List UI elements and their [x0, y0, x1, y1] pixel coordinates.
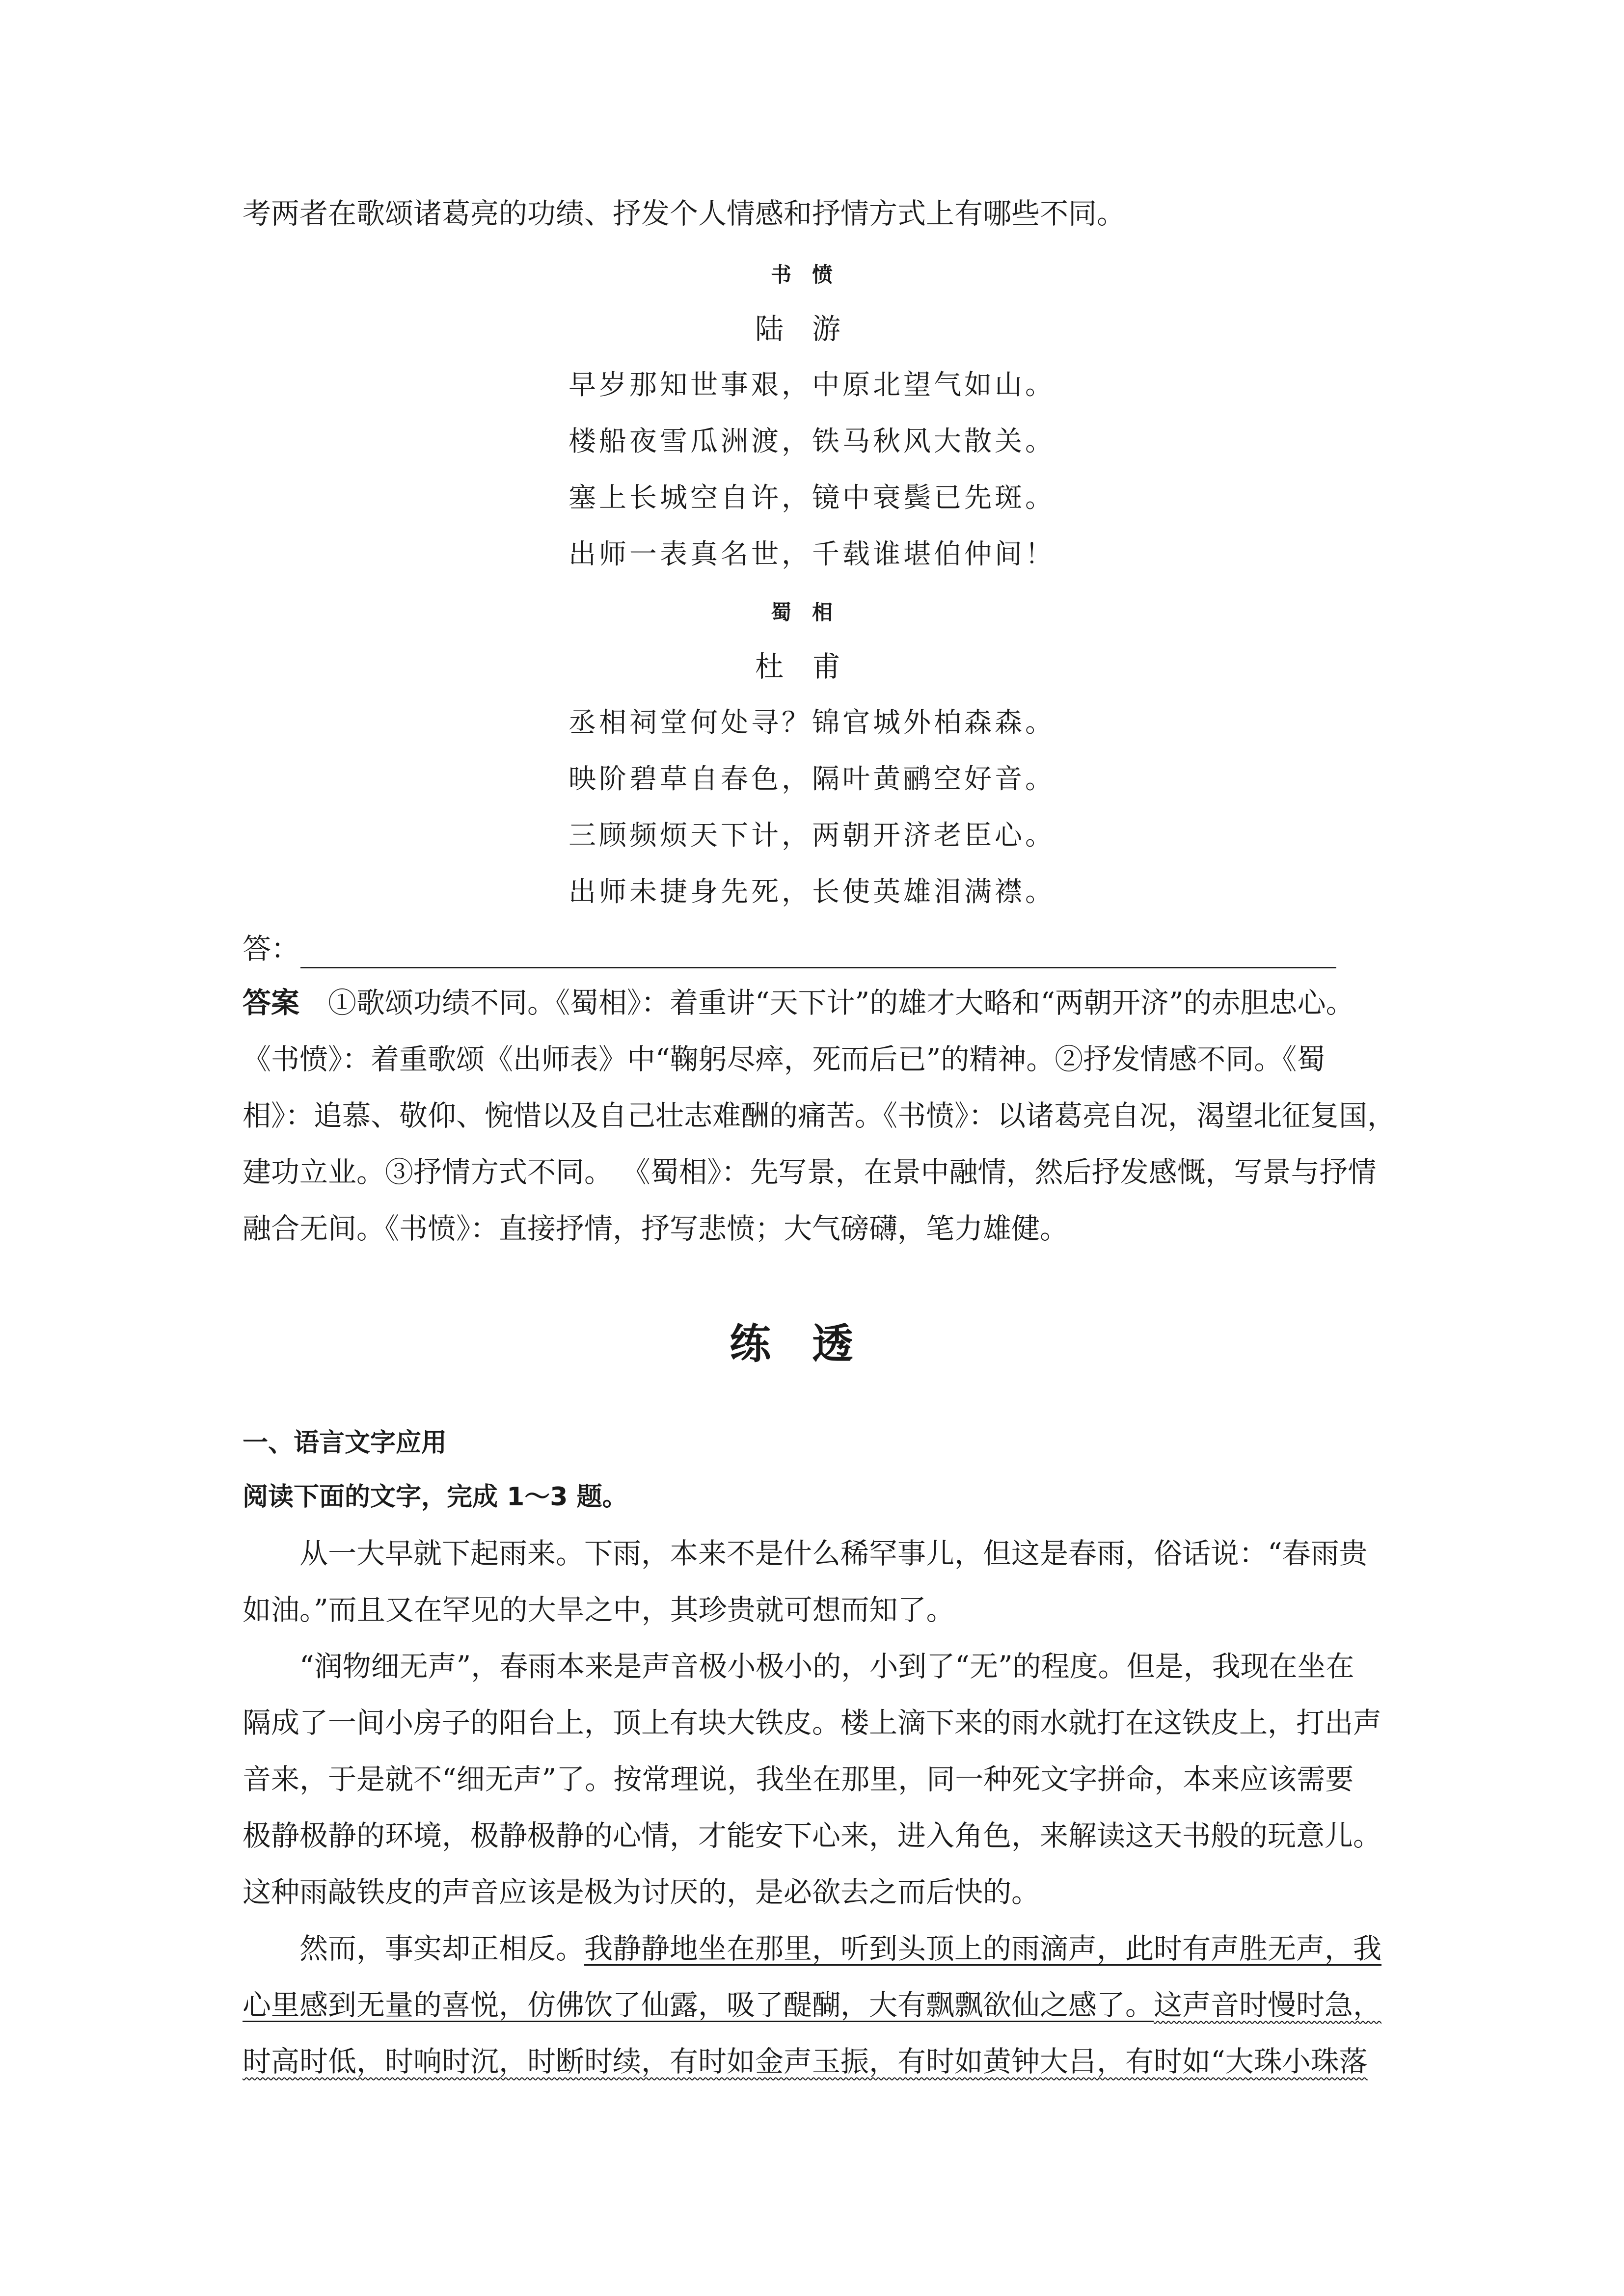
wavy-underlined-sentence: 时高时低，时响时沉，时断时续，有时如金声玉振，有时如黄钟大吕，有时如“大珠小珠落 — [243, 2045, 1368, 2078]
passage-text: 然而，事实却正相反。 — [243, 1932, 585, 1965]
reading-instruction: 阅读下面的文字，完成 1～3 题。 — [243, 1482, 628, 1512]
poem2-author: 杜甫 — [755, 650, 869, 683]
passage-p1-line: 从一大早就下起雨来。下雨，本来不是什么稀罕事儿，但这是春雨，俗话说：“春雨贵 — [243, 1537, 1368, 1570]
section-title: 练透 — [729, 1320, 894, 1368]
poem1-title: 书愤 — [770, 263, 853, 287]
underlined-sentence: 我静静地坐在那里，听到头顶上的雨滴声，此时有声胜无声，我 — [584, 1932, 1382, 1965]
poem1-author: 陆游 — [755, 312, 869, 346]
poem1-line: 出师一表真名世，千载谁堪伯仲间！ — [568, 538, 1056, 570]
answer-prompt: 答： — [243, 932, 300, 965]
part-heading: 一、语言文字应用 — [243, 1428, 447, 1458]
passage-p2-line: 极静极静的环境，极静极静的心情，才能安下心来，进入角色，来解读这天书般的玩意儿。 — [243, 1819, 1382, 1852]
passage-p2-line: 隔成了一间小房子的阳台上，顶上有块大铁皮。楼上滴下来的雨水就打在这铁皮上，打出声 — [243, 1706, 1382, 1739]
underlined-sentence: 心里感到无量的喜悦，仿佛饮了仙露，吸了醍醐，大有飘飘欲仙之感了。 — [243, 1988, 1154, 2022]
poem1-line: 塞上长城空自许，镜中衰鬓已先斑。 — [568, 482, 1056, 514]
passage-p2-line: 这种雨敲铁皮的声音应该是极为讨厌的，是必欲去之而后快的。 — [243, 1875, 1040, 1909]
poem2-title: 蜀相 — [770, 600, 853, 624]
passage-p2-line: 音来，于是就不“细无声”了。按常理说，我坐在那里，同一种死文字拼命，本来应该需要 — [243, 1762, 1354, 1796]
passage-p2-line: “润物细无声”，春雨本来是声音极小极小的，小到了“无”的程度。但是，我现在坐在 — [243, 1650, 1354, 1683]
poem1-line: 早岁那知世事艰，中原北望气如山。 — [568, 369, 1056, 401]
answer-line-5: 融合无间。《书愤》：直接抒情，抒写悲愤；大气磅礴，笔力雄健。 — [243, 1212, 1069, 1245]
passage-p3-line-1 — [243, 1929, 1381, 1968]
poem1-line: 楼船夜雪瓜洲渡，铁马秋风大散关。 — [568, 426, 1056, 457]
passage-p1-line: 如油。”而且又在罕见的大旱之中，其珍贵就可想而知了。 — [243, 1593, 955, 1627]
answer-text: ①歌颂功绩不同。《蜀相》：着重讲“天下计”的雄才大略和“两朝开济”的赤胆忠心。 — [328, 986, 1354, 1019]
poem2-line: 映阶碧草自春色，隔叶黄鹂空好音。 — [568, 763, 1056, 795]
answer-blank-line — [300, 967, 1336, 968]
answer-line-1 — [243, 983, 1354, 1022]
poem2-line: 丞相祠堂何处寻？锦官城外柏森森。 — [568, 707, 1056, 739]
answer-line-2: 《书愤》：着重歌颂《出师表》中“鞠躬尽瘁，死而后已”的精神。②抒发情感不同。《蜀 — [243, 1042, 1326, 1076]
passage-p3-line-3 — [243, 2042, 1368, 2081]
answer-line-3: 相》：追慕、敬仰、惋惜以及自己壮志难酬的痛苦。《书愤》：以诸葛亮自况，渴望北征复国， — [243, 1099, 1396, 1132]
passage-p3-line-2 — [243, 1985, 1381, 2025]
question-intro: 考两者在歌颂诸葛亮的功绩、抒发个人情感和抒情方式上有哪些不同。 — [243, 197, 1126, 230]
poem2-line: 三顾频烦天下计，两朝开济老臣心。 — [568, 820, 1056, 852]
answer-line-4: 建功立业。③抒情方式不同。 《蜀相》：先写景，在景中融情，然后抒发感慨，写景与抒情 — [243, 1155, 1377, 1189]
poem2-line: 出师未捷身先死，长使英雄泪满襟。 — [568, 876, 1056, 908]
wavy-underlined-sentence: 这声音时慢时急， — [1154, 1988, 1382, 2022]
answer-label: 答案 — [243, 986, 300, 1019]
